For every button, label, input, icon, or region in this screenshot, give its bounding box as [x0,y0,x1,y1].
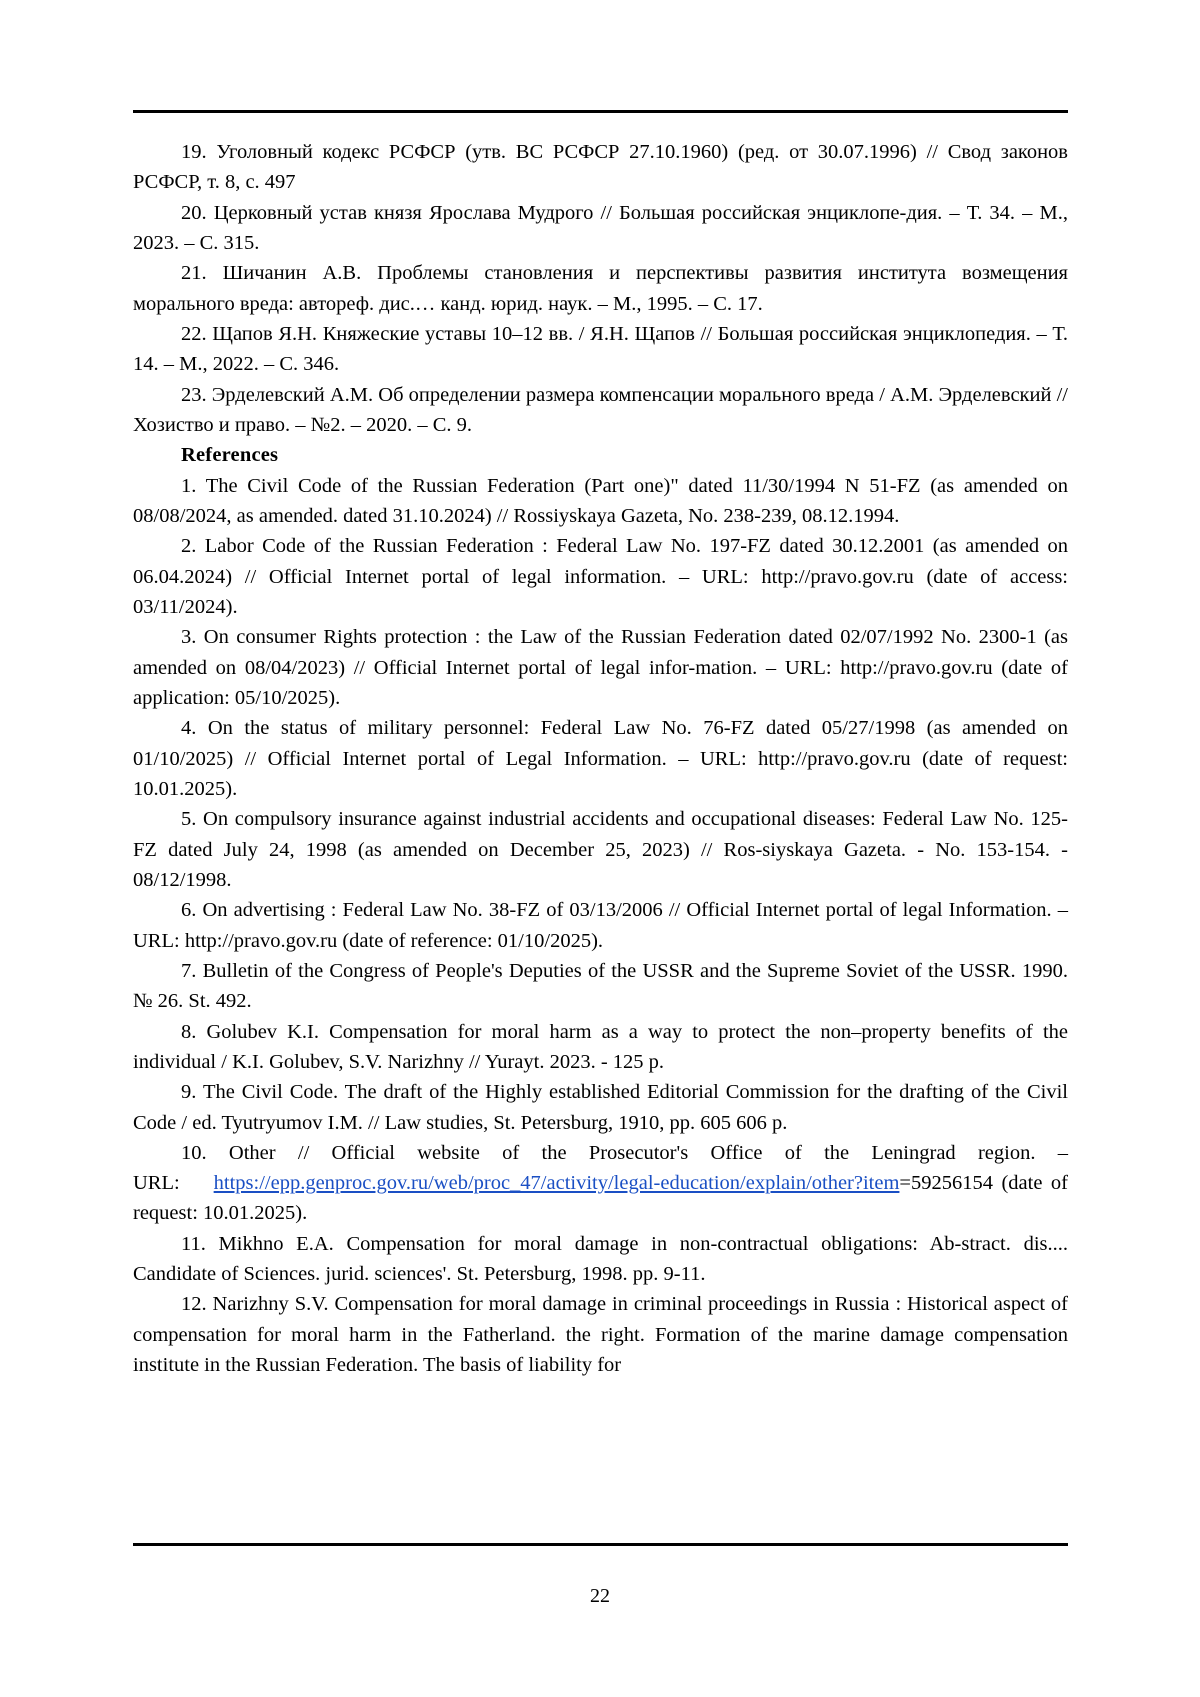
reference-item: 3. On consumer Rights protection : the Law of the Russian Federation dated 02/07/1992 No. 2300-1 (as amended on 08/04/2023) // Official Internet portal of legal infor-mation. – URL: http://pravo.gov.ru (date of application: 05/10/2025). [133,626,1068,709]
reference-item: 8. Golubev K.I. Compensation for moral harm as a way to protect the non–property benefits of the individual / K.I. Golubev, S.V. Narizhny // Yurayt. 2023. - 125 p. [133,1020,1068,1073]
reference-item: 23. Эрделевский А.М. Об определении размера компенсации морального вреда / А.М. Эрделевский // Хозиство и право. – №2. – 2020. – С. 9. [133,383,1068,436]
reference-item: 21. Шичанин А.В. Проблемы становления и перспективы развития института возмещения морального вреда: автореф. дис.… канд. юрид. наук. – М., 1995. – С. 17. [133,262,1068,315]
reference-item: 5. On compulsory insurance against industrial accidents and occupational diseases: Federal Law No. 125-FZ dated July 24, 1998 (as amended on December 25, 2023) // Ros-siyskaya Gazeta. - No. 153-154. - 08/12/1998. [133,808,1068,891]
reference-item: 4. On the status of military personnel: Federal Law No. 76-FZ dated 05/27/1998 (as amended on 01/10/2025) // Official Internet portal of Legal Information. – URL: http://pravo.gov.ru (date of request: 10.01.2025). [133,717,1068,800]
reference-10-prefix: 10. Other // Official website of the Prosecutor's Office of the Leningrad region. – URL: [133,1141,1068,1195]
reference-item: 7. Bulletin of the Congress of People's Deputies of the USSR and the Supreme Soviet of the USSR. 1990. № 26. St. 492. [133,959,1068,1013]
prosecutor-office-link[interactable]: https://epp.genproc.gov.ru/web/proc_47/activity/legal-education/explain/other?item [213,1172,900,1195]
reference-item: 6. On advertising : Federal Law No. 38-FZ of 03/13/2006 // Official Internet portal of legal Information. – URL: http://pravo.gov.ru (date of reference: 01/10/2025). [133,899,1068,952]
page-number: 22 [590,1585,610,1607]
reference-item: 11. Mikhno E.A. Compensation for moral damage in non-contractual obligations: Ab-stract. dis.... Candidate of Sciences. jurid. sciences'. St. Petersburg, 1998. pp. 9-11. [133,1232,1068,1286]
page-content [133,110,1068,1380]
reference-item: 19. Уголовный кодекс РСФСР (утв. ВС РСФСР 27.10.1960) (ред. от 30.07.1996) // Свод законов РСФСР, т. 8, с. 497 [133,141,1068,194]
header-rule [133,110,1068,113]
footer-rule [133,1543,1068,1546]
reference-item: 1. The Civil Code of the Russian Federation (Part one)" dated 11/30/1994 N 51-FZ (as amended on 08/08/2024, as amended. dated 31.10.2024) // Rossiyskaya Gazeta, No. 238-239, 08.12.1994. [133,474,1068,527]
reference-item: 2. Labor Code of the Russian Federation : Federal Law No. 197-FZ dated 30.12.2001 (as amended on 06.04.2024) // Official Internet portal of legal information. – URL: http://pravo.gov.ru (date of access: 03/11/2024). [133,535,1068,618]
reference-item-10 [133,1138,1068,1229]
reference-item: 22. Щапов Я.Н. Княжеские уставы 10–12 вв. / Я.Н. Щапов // Большая российская энциклопедия. – Т. 14. – М., 2022. – С. 346. [133,322,1068,376]
references-heading: References [181,444,279,467]
reference-10-suffix: =59256154 (date of request: 10.01.2025). [133,1172,1068,1225]
reference-item: 12. Narizhny S.V. Compensation for moral damage in criminal proceedings in Russia : Historical aspect of compensation for moral harm in the Fatherland. the right. Formation of the marine damage compensation institute in the Russian Federation. The basis of liability for [133,1293,1068,1377]
reference-item: 20. Церковный устав князя Ярослава Мудрого // Большая российская энциклопе-дия. – Т. 34. – М., 2023. – С. 315. [133,201,1068,254]
reference-item: 9. The Civil Code. The draft of the Highly established Editorial Commission for the drafting of the Civil Code / ed. Tyutryumov I.M. // Law studies, St. Petersburg, 1910, pp. 605 606 p. [133,1081,1068,1134]
